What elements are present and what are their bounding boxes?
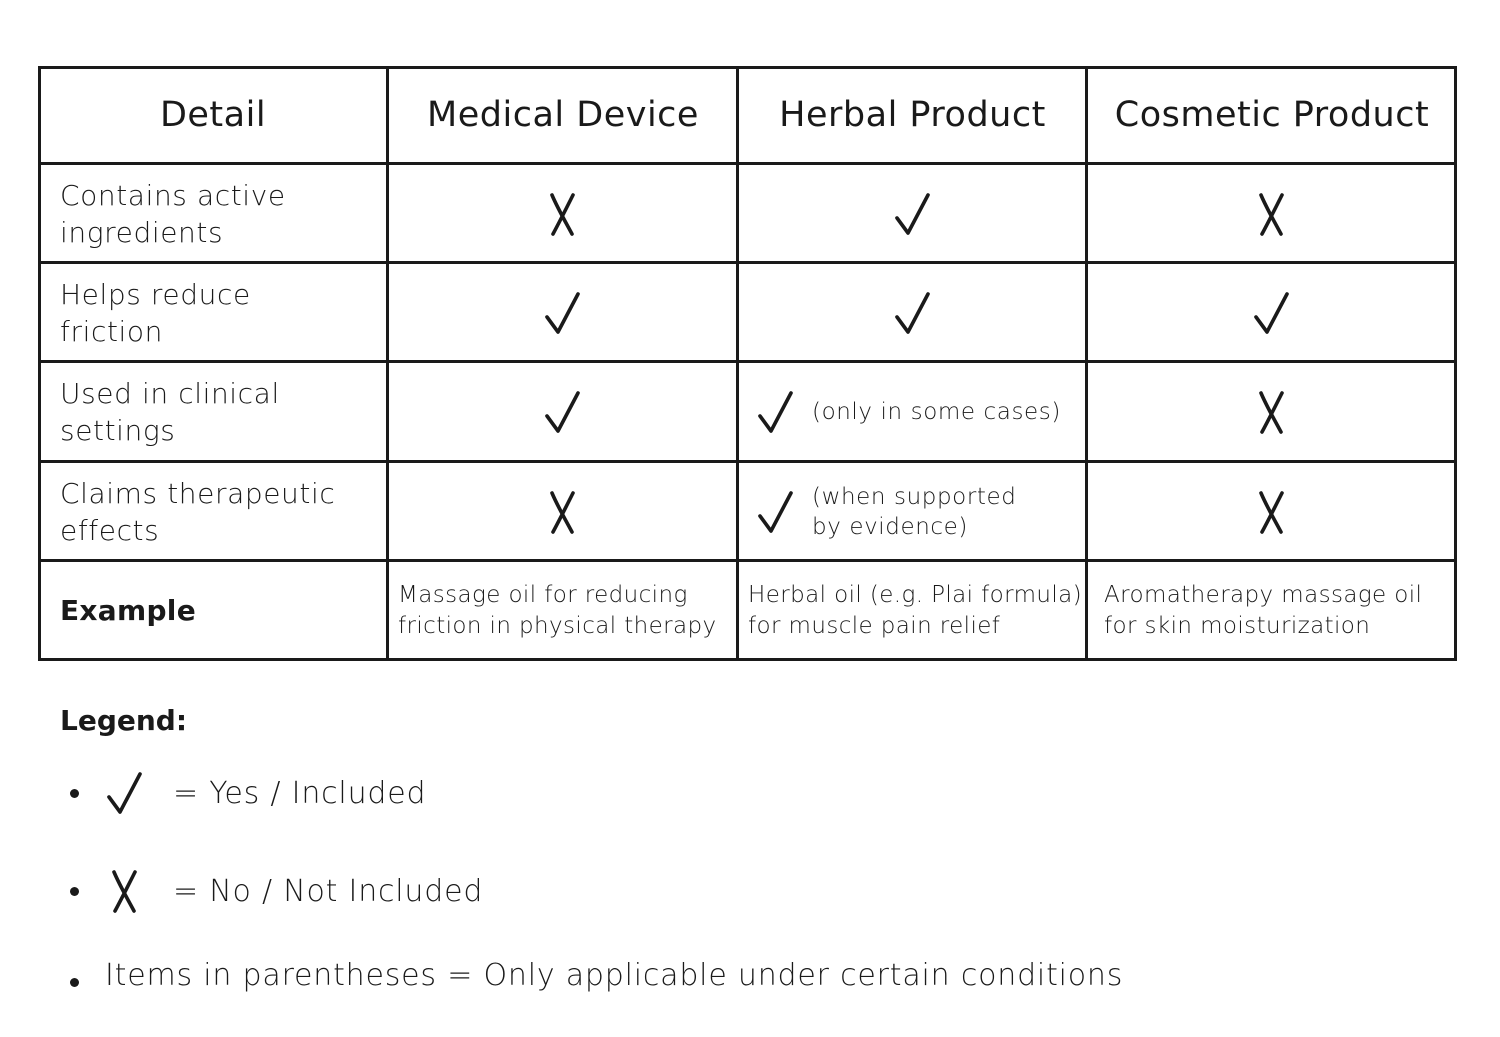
cell-cosmetic-therapeutic-effects — [1087, 462, 1457, 561]
cell-herbal-reduce-friction — [738, 263, 1087, 362]
check-icon — [543, 389, 583, 435]
table-border — [38, 66, 1457, 69]
bullet-icon — [70, 789, 79, 798]
cross-icon — [543, 191, 583, 237]
legend-item-yes — [70, 770, 426, 816]
table-divider — [38, 162, 1457, 165]
legend-item-no — [70, 868, 483, 914]
bullet-icon — [70, 887, 79, 896]
example-medical-device: Massage oil for reducing friction in physical therapy — [398, 581, 717, 639]
example-herbal-product: Herbal oil (e.g. Plai formula) for muscle pain relief — [748, 581, 1083, 639]
header-detail: Detail — [159, 95, 267, 135]
table-divider — [38, 559, 1457, 562]
cell-medical-reduce-friction — [388, 263, 738, 362]
row-label-clinical-settings: Used in clinical settings — [60, 377, 280, 447]
cross-icon — [543, 489, 583, 535]
header-medical-device: Medical Device — [427, 95, 699, 135]
cross-icon — [1252, 191, 1292, 237]
bullet-icon — [70, 978, 79, 987]
cross-icon — [1252, 389, 1292, 435]
legend-item-parentheses — [70, 958, 1123, 993]
table-border — [38, 66, 41, 661]
cross-icon — [1252, 489, 1292, 535]
check-icon — [893, 191, 933, 237]
row-label-therapeutic-effects: Claims therapeutic effects — [60, 476, 336, 547]
row-label-active-ingredients: Contains active ingredients — [60, 178, 286, 249]
legend-text: = Yes / Included — [173, 775, 427, 811]
example-cosmetic-product: Aromatherapy massage oil for skin moisturization — [1104, 581, 1423, 639]
cell-medical-active-ingredients — [388, 164, 738, 263]
cell-cosmetic-clinical-settings — [1087, 362, 1457, 462]
header-cosmetic-product: Cosmetic Product — [1114, 95, 1430, 135]
table-divider — [38, 460, 1457, 463]
cell-medical-clinical-settings — [388, 362, 738, 462]
check-icon — [756, 389, 796, 435]
cell-cosmetic-reduce-friction — [1087, 263, 1457, 362]
legend-text: = No / Not Included — [173, 873, 484, 909]
header-herbal-product: Herbal Product — [779, 95, 1046, 135]
row-label-example: Example — [60, 594, 196, 627]
check-icon — [105, 770, 145, 816]
cell-cosmetic-active-ingredients — [1087, 164, 1457, 263]
check-icon — [543, 290, 583, 336]
check-icon — [893, 290, 933, 336]
cell-herbal-therapeutic-effects — [738, 462, 1087, 561]
cell-medical-therapeutic-effects — [388, 462, 738, 561]
cell-herbal-active-ingredients — [738, 164, 1087, 263]
condition-note: (when supported by evidence) — [812, 483, 1017, 540]
table-divider — [38, 360, 1457, 363]
table-border — [38, 658, 1457, 661]
cross-icon — [105, 868, 145, 914]
legend-title: Legend: — [60, 704, 188, 737]
row-label-reduce-friction: Helps reduce friction — [60, 277, 251, 348]
table-divider — [736, 66, 739, 661]
table-border — [1454, 66, 1457, 661]
condition-note: (only in some cases) — [812, 399, 1061, 425]
table-divider — [386, 66, 389, 661]
legend-text: Items in parentheses = Only applicable under certain conditions — [105, 958, 1124, 993]
check-icon — [756, 489, 796, 535]
table-divider — [1085, 66, 1088, 661]
cell-herbal-clinical-settings — [738, 362, 1087, 462]
check-icon — [1252, 290, 1292, 336]
table-divider — [38, 261, 1457, 264]
